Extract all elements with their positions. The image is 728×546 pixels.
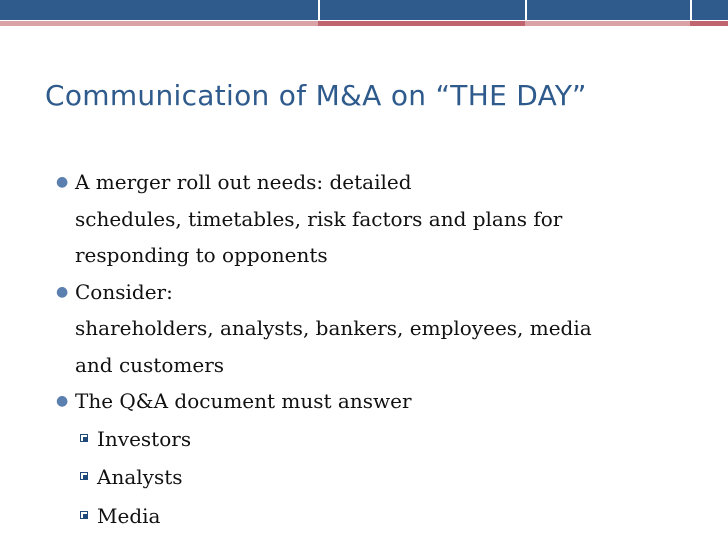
square-bullet-icon (80, 434, 88, 442)
sub-bullet-item (0, 420, 728, 459)
bullet-dot-icon: ● (56, 174, 69, 190)
bullet-line: A merger roll out needs: detailed (75, 170, 412, 194)
bullet-continuation (0, 347, 728, 384)
bullet-item (0, 274, 728, 311)
bullet-continuation (0, 201, 728, 238)
bullet-dot-icon: ● (56, 393, 69, 409)
bullet-line: and customers (75, 352, 225, 377)
slide-content (0, 164, 728, 535)
bullet-line: Consider: (75, 279, 173, 304)
bullet-continuation (0, 237, 728, 274)
square-bullet-icon (80, 511, 88, 519)
bullet-line: responding to opponents (75, 243, 328, 267)
bullet-item (0, 383, 728, 420)
sub-bullet-label: Analysts (97, 465, 183, 489)
sub-bullet-item (0, 497, 728, 536)
top-bar-divider (318, 0, 320, 20)
top-decoration-bar (0, 0, 728, 20)
top-bar-divider (690, 0, 692, 20)
accent-strip (0, 21, 728, 26)
square-bullet-icon (80, 472, 88, 480)
bullet-line: The Q&A document must answer (75, 389, 412, 413)
sub-bullet-item (0, 458, 728, 497)
accent-strip-dark-segment (318, 21, 525, 26)
bullet-line: schedules, timetables, risk factors and plans for (75, 206, 563, 231)
sub-bullet-label: Media (97, 503, 161, 528)
bullet-continuation (0, 310, 728, 347)
bullet-dot-icon: ● (56, 283, 69, 300)
top-bar-divider (525, 0, 527, 20)
sub-bullet-label: Investors (97, 426, 192, 451)
slide-title: Communication of M&A on “THE DAY” (45, 79, 587, 112)
bullet-line: shareholders, analysts, bankers, employees, media (75, 316, 592, 340)
bullet-item (0, 164, 728, 201)
accent-strip-dark-segment (690, 21, 728, 26)
